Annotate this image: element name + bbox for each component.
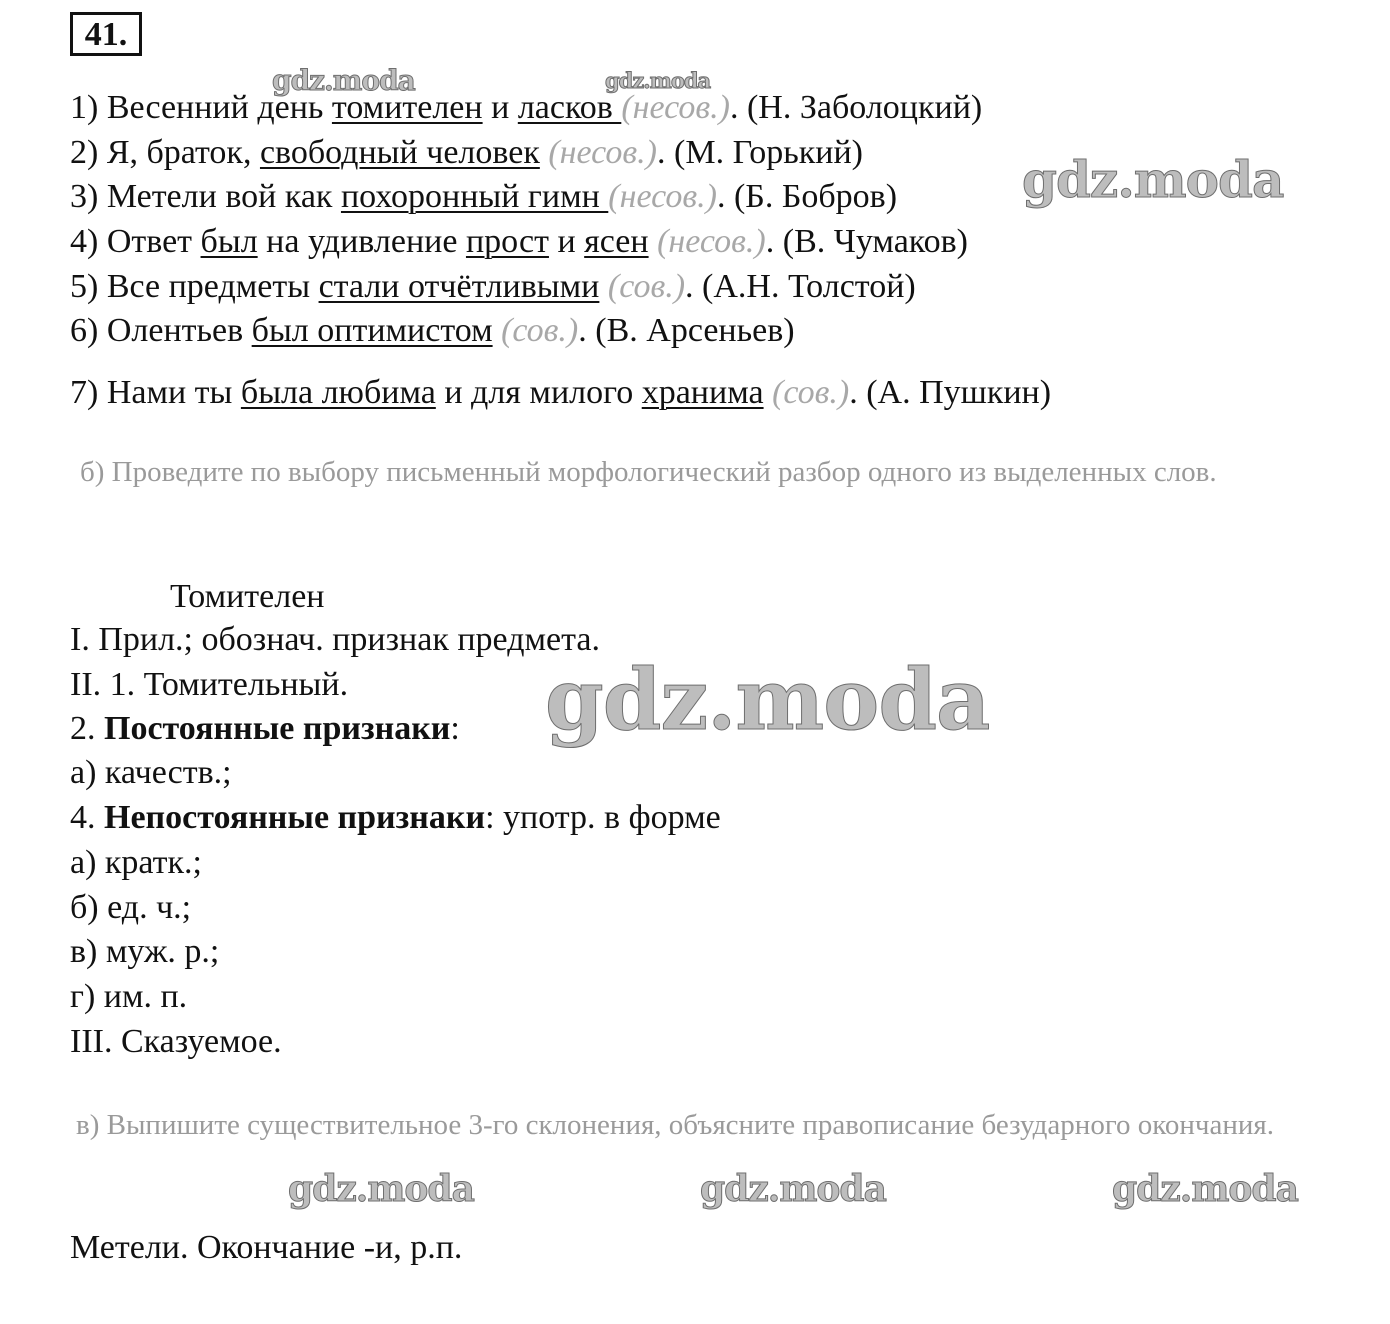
- analysis-line: II. 1. Томительный.: [70, 666, 349, 703]
- sentence-1: 1) Весенний день томителен и ласков (несов.). (Н. Заболоцкий): [70, 89, 983, 126]
- analysis-line: г) им. п.: [70, 978, 188, 1015]
- analysis-line: 2. Постоянные признаки:: [70, 710, 460, 747]
- watermark: gdz.moda: [272, 64, 415, 97]
- analysis-line: I. Прил.; обознач. признак предмета.: [70, 621, 600, 658]
- sentence-3: 3) Метели вой как похоронный гимн (несов.). (Б. Бобров): [70, 178, 898, 215]
- watermark: gdz.moda: [700, 1168, 886, 1210]
- task-v: в) Выпишите существительное 3-го склонения, объясните правописание безударного окончания.: [76, 1109, 1274, 1141]
- sentence-5: 5) Все предметы стали отчётливыми (сов.). (А.Н. Толстой): [70, 268, 916, 305]
- analysis-line: б) ед. ч.;: [70, 889, 192, 926]
- analysis-word: Томителен: [170, 578, 325, 615]
- analysis-line: III. Сказуемое.: [70, 1023, 282, 1060]
- sentence-2: 2) Я, браток, свободный человек (несов.). (М. Горький): [70, 134, 863, 171]
- analysis-line: а) качеств.;: [70, 754, 232, 791]
- watermark: gdz.moda: [605, 68, 711, 93]
- analysis-line: 4. Непостоянные признаки: употр. в форме: [70, 799, 721, 836]
- sentence-7: 7) Нами ты была любима и для милого хранима (сов.). (А. Пушкин): [70, 374, 1052, 411]
- watermark: gdz.moda: [288, 1168, 474, 1210]
- watermark: gdz.moda: [1112, 1168, 1298, 1210]
- answer-v: Метели. Окончание -и, р.п.: [70, 1229, 463, 1266]
- sentence-6: 6) Олентьев был оптимистом (сов.). (В. Арсеньев): [70, 312, 795, 349]
- sentence-4: 4) Ответ был на удивление прост и ясен (несов.). (В. Чумаков): [70, 223, 968, 260]
- analysis-line: в) муж. р.;: [70, 933, 220, 970]
- watermark: gdz.moda: [545, 650, 990, 749]
- watermark: gdz.moda: [1022, 150, 1284, 209]
- task-b: б) Проведите по выбору письменный морфологический разбор одного из выделенных слов.: [80, 456, 1217, 488]
- exercise-number: 41.: [70, 12, 142, 56]
- analysis-line: а) кратк.;: [70, 844, 202, 881]
